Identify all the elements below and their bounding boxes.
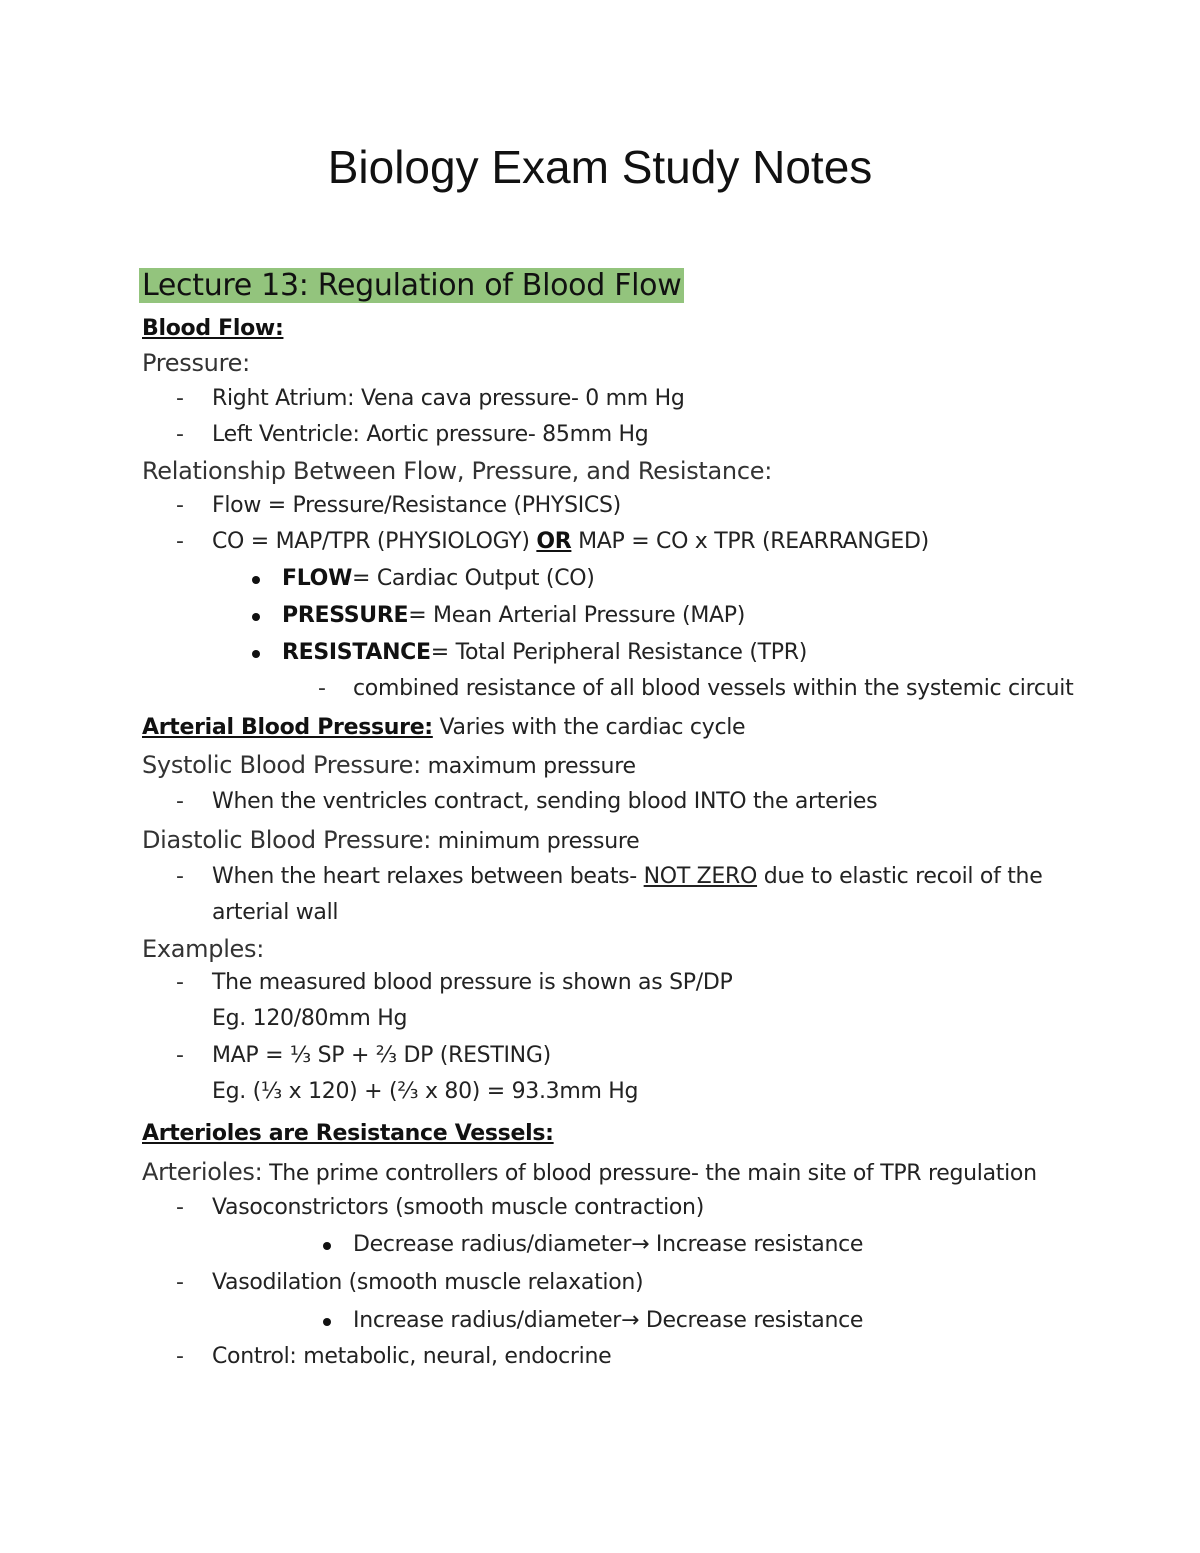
lecture-heading: Lecture 13: Regulation of Blood Flow xyxy=(139,268,684,303)
arterioles-effect: Decrease radius/diameter→ Increase resistance xyxy=(353,1232,864,1257)
bullet-icon xyxy=(323,1318,331,1326)
dash-marker: - xyxy=(176,493,184,518)
example-eg: Eg. 120/80mm Hg xyxy=(212,1006,408,1031)
relationship-item-formula xyxy=(212,529,929,554)
definition-term: PRESSURE xyxy=(282,603,409,628)
resistance-note: combined resistance of all blood vessels within the systemic circuit xyxy=(353,676,1074,701)
arterioles-intro-label: Arterioles: xyxy=(142,1158,263,1186)
arterioles-intro xyxy=(142,1158,1037,1186)
example-eg: Eg. (⅓ x 120) + (⅔ x 80) = 93.3mm Hg xyxy=(212,1079,639,1104)
blood-flow-heading xyxy=(142,316,283,341)
lecture-heading-line xyxy=(139,268,684,303)
dash-marker: - xyxy=(176,422,184,447)
arterioles-item: Control: metabolic, neural, endocrine xyxy=(212,1344,612,1369)
dash-marker: - xyxy=(176,1043,184,1068)
bullet-icon xyxy=(323,1242,331,1250)
formula-part: CO = MAP/TPR (PHYSIOLOGY) xyxy=(212,529,537,554)
diastolic-item xyxy=(212,864,1042,889)
systolic-label: Systolic Blood Pressure: xyxy=(142,751,421,779)
pressure-item: Right Atrium: Vena cava pressure- 0 mm Hg xyxy=(212,386,685,411)
systolic-text: maximum pressure xyxy=(420,754,636,779)
definition-text: = Mean Arterial Pressure (MAP) xyxy=(408,603,745,628)
definition-item xyxy=(282,566,595,591)
diastolic-line xyxy=(142,826,639,854)
arterioles-label: Arterioles are Resistance Vessels: xyxy=(142,1121,554,1146)
relationship-item: Flow = Pressure/Resistance (PHYSICS) xyxy=(212,493,621,518)
definition-term: FLOW xyxy=(282,566,353,591)
dash-marker: - xyxy=(176,789,184,814)
blood-flow-label: Blood Flow: xyxy=(142,316,284,341)
formula-part: MAP = CO x TPR (REARRANGED) xyxy=(571,529,929,554)
arterioles-intro-text: The prime controllers of blood pressure- the main site of TPR regulation xyxy=(262,1161,1037,1186)
dash-marker: - xyxy=(176,864,184,889)
dash-marker: - xyxy=(318,676,326,701)
arterioles-effect: Increase radius/diameter→ Decrease resistance xyxy=(353,1308,864,1333)
dash-marker: - xyxy=(176,1270,184,1295)
relationship-label: Relationship Between Flow, Pressure, and Resistance: xyxy=(142,457,772,485)
bullet-icon xyxy=(252,650,260,658)
diastolic-item-text: When the heart relaxes between beats- xyxy=(212,864,644,889)
example-item: The measured blood pressure is shown as SP/DP xyxy=(212,970,733,995)
document-title: Biology Exam Study Notes xyxy=(327,141,873,193)
bullet-icon xyxy=(252,576,260,584)
arterial-text: Varies with the cardiac cycle xyxy=(432,715,746,740)
bullet-icon xyxy=(252,613,260,621)
example-item: MAP = ⅓ SP + ⅔ DP (RESTING) xyxy=(212,1043,551,1068)
diastolic-item-text: due to elastic recoil of the xyxy=(757,864,1043,889)
dash-marker: - xyxy=(176,529,184,554)
dash-marker: - xyxy=(176,1344,184,1369)
arterioles-item: Vasodilation (smooth muscle relaxation) xyxy=(212,1270,644,1295)
examples-label: Examples: xyxy=(142,935,265,963)
arterioles-heading xyxy=(142,1121,554,1146)
diastolic-item-continued: arterial wall xyxy=(212,900,339,925)
dash-marker: - xyxy=(176,970,184,995)
definition-text: = Total Peripheral Resistance (TPR) xyxy=(430,640,808,665)
pressure-item: Left Ventricle: Aortic pressure- 85mm Hg xyxy=(212,422,649,447)
dash-marker: - xyxy=(176,1195,184,1220)
diastolic-label: Diastolic Blood Pressure: xyxy=(142,826,432,854)
definition-term: RESISTANCE xyxy=(282,640,431,665)
arterioles-item: Vasoconstrictors (smooth muscle contraction) xyxy=(212,1195,704,1220)
formula-or: OR xyxy=(536,529,572,554)
systolic-line xyxy=(142,751,636,779)
diastolic-text: minimum pressure xyxy=(431,829,640,854)
definition-text: = Cardiac Output (CO) xyxy=(352,566,595,591)
systolic-item: When the ventricles contract, sending blood INTO the arteries xyxy=(212,789,878,814)
definition-item xyxy=(282,640,807,665)
pressure-label: Pressure: xyxy=(142,349,250,377)
arterial-heading xyxy=(142,715,745,740)
arterial-label: Arterial Blood Pressure: xyxy=(142,715,433,740)
definition-item xyxy=(282,603,745,628)
not-zero-text: NOT ZERO xyxy=(643,864,758,889)
dash-marker: - xyxy=(176,386,184,411)
